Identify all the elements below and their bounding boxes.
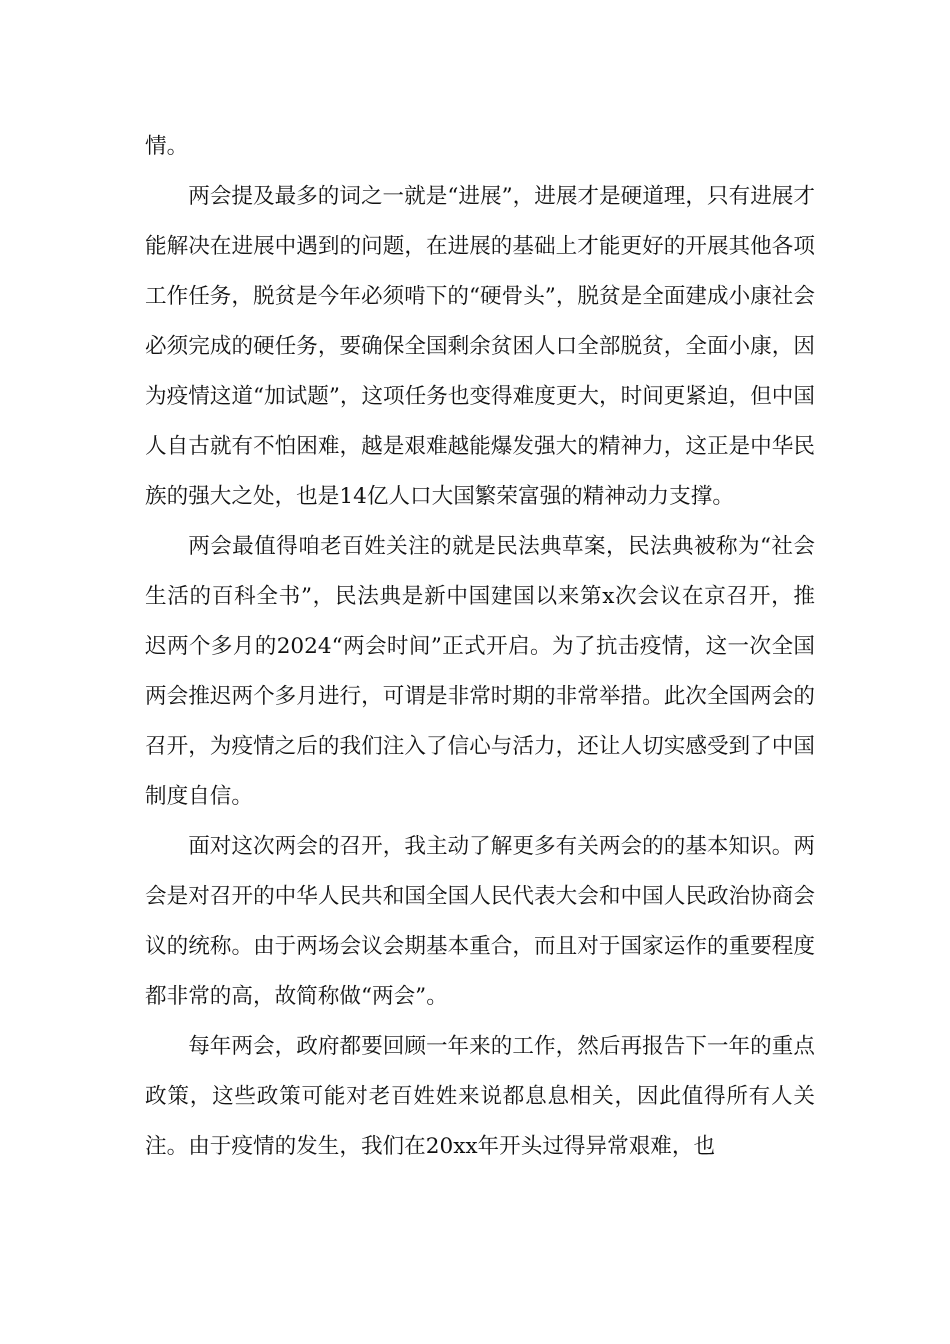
paragraph-development: 两会提及最多的词之一就是“进展”，进展才是硬道理，只有进展才能解决在进展中遇到的问题，在进展的基础上才能更好的开展其他各项工作任务，脱贫是今年必须啃下的“硬骨头”，脱贫是全面建成小康社会必须完成的硬任务，要确保全国剩余贫困人口全部脱贫，全面小康，因为疫情这道“加试题”，这项任务也变得难度更大，时间更紧迫，但中国人自古就有不怕困难，越是艰难越能爆发强大的精神力，这正是中华民族的强大之处，也是14亿人口大国繁荣富强的精神动力支撑。 — [145, 184, 815, 509]
paragraph-annual-review: 每年两会，政府都要回顾一年来的工作，然后再报告下一年的重点政策，这些政策可能对老百姓姓来说都息息相关，因此值得所有人关注。由于疫情的发生，我们在20xx年开头过得异常艰难，也 — [145, 1034, 815, 1159]
paragraph-continuation: 情。 — [145, 134, 189, 159]
paragraph-civil-code: 两会最值得咱老百姓关注的就是民法典草案，民法典被称为“社会生活的百科全书”，民法典是新中国建国以来第x次会议在京召开，推迟两个多月的2024“两会时间”正式开启。为了抗击疫情，这一次全国两会推迟两个多月进行，可谓是非常时期的非常举措。此次全国两会的召开，为疫情之后的我们注入了信心与活力，还让人切实感受到了中国制度自信。 — [145, 534, 815, 809]
document-body — [145, 122, 815, 1172]
paragraph-two-sessions-knowledge: 面对这次两会的召开，我主动了解更多有关两会的的基本知识。两会是对召开的中华人民共和国全国人民代表大会和中国人民政治协商会议的统称。由于两场会议会期基本重合，而且对于国家运作的重要程度都非常的高，故简称做“两会”。 — [145, 834, 815, 1009]
